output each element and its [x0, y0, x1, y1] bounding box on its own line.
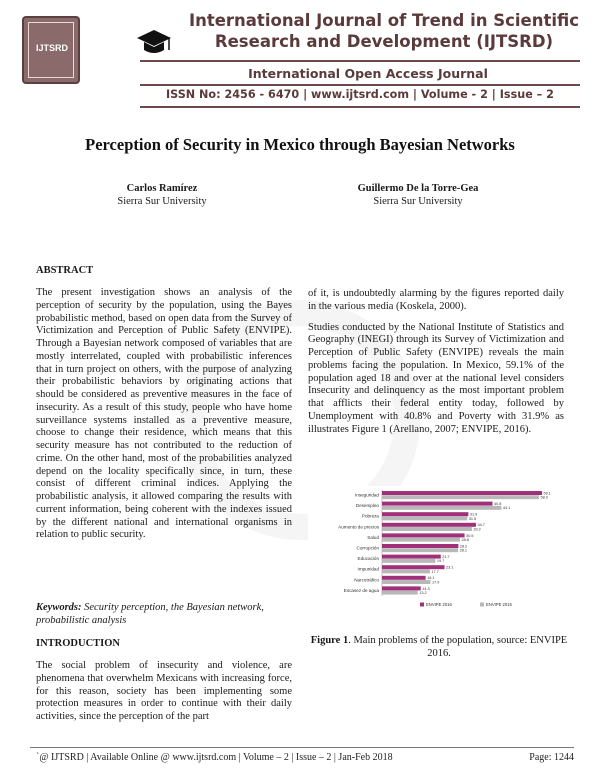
keywords-label: Keywords: — [36, 602, 82, 613]
bar-2016 — [382, 576, 426, 580]
legend-swatch — [480, 603, 484, 607]
data-label: 28.2 — [459, 544, 468, 549]
bar-2016 — [382, 586, 421, 590]
bar-2015 — [382, 495, 539, 499]
bar-2016 — [382, 565, 445, 569]
data-label: 58.0 — [540, 495, 548, 500]
data-label: 40.8 — [493, 502, 502, 506]
legend-label: ENVIPE 2015 — [486, 602, 512, 607]
paper-title: Perception of Security in Mexico through Bayesian Networks — [85, 135, 515, 154]
journal-title: International Journal of Trend in Scientific Research and Development (IJTSRD) — [188, 11, 580, 51]
footer-rule — [30, 747, 574, 748]
data-label: 30.5 — [466, 533, 474, 538]
author-affiliation: Sierra Sur University — [117, 196, 207, 207]
keywords-text: Security perception, the Bayesian network, probabilistic analysis — [36, 602, 264, 626]
figure-caption — [306, 634, 572, 660]
data-label: 17.9 — [431, 580, 440, 585]
data-label: 21.7 — [442, 555, 450, 559]
introduction-heading: INTRODUCTION — [36, 638, 121, 649]
figure-caption-text: . Main problems of the population, source: ENVIPE 2016. — [348, 635, 568, 659]
data-label: 14.3 — [422, 586, 430, 591]
logo-frame — [28, 22, 74, 78]
bar-2016 — [382, 491, 542, 495]
abstract-heading: ABSTRACT — [36, 265, 94, 276]
bar-2015 — [382, 559, 435, 563]
data-label: 28.8 — [461, 538, 469, 542]
bar-2015 — [382, 527, 472, 531]
bar-2015 — [382, 580, 430, 584]
category-label: Impunidad — [357, 566, 379, 572]
journal-header — [0, 0, 600, 112]
data-label: 28.1 — [459, 548, 467, 553]
header-rule-top — [140, 60, 580, 62]
journal-logo — [22, 16, 80, 84]
author-name: Guillermo De la Torre-Gea — [357, 183, 479, 194]
category-label: Salud — [367, 534, 379, 540]
data-label: 31.9 — [469, 512, 478, 517]
bar-chart — [308, 486, 570, 622]
data-label: 19.7 — [436, 559, 445, 564]
author-block-1 — [62, 182, 262, 208]
bar-2016 — [382, 544, 458, 548]
bar-2015 — [382, 591, 418, 595]
bar-2015 — [382, 516, 467, 520]
journal-subtitle: International Open Access Journal — [248, 66, 488, 81]
category-label: Desempleo — [355, 503, 379, 509]
data-label: 34.7 — [477, 523, 485, 528]
data-label: 31.5 — [468, 516, 477, 521]
data-label: 33.2 — [473, 527, 481, 532]
keywords — [36, 602, 292, 628]
bar-2015 — [382, 548, 458, 552]
introduction-paragraph: The social problem of insecurity and violence, are phenomena that overwhelm Mexicans with increasing force, for this reason, society has been implementing some protection measures in order to continue with their daily activities, since the perception of the part — [36, 660, 292, 722]
figure-label: Figure 1 — [310, 635, 349, 646]
category-label: Escasez de agua — [343, 587, 379, 593]
abstract-text — [36, 287, 292, 550]
data-label: 59.1 — [543, 491, 551, 496]
header-rule-middle — [140, 84, 580, 86]
bar-2016 — [382, 512, 468, 516]
right-column-text — [308, 288, 564, 444]
author-affiliation: Sierra Sur University — [373, 196, 463, 207]
legend-label: ENVIPE 2016 — [426, 602, 452, 607]
data-label: 44.1 — [502, 506, 511, 511]
category-label: Narcotráfico — [354, 577, 379, 583]
category-label: Corrupción — [356, 545, 379, 551]
category-label: Inseguridad — [354, 492, 379, 498]
bar-2016 — [382, 555, 441, 559]
introduction-text — [36, 660, 292, 732]
header-rule-bottom — [140, 106, 580, 108]
logo-text: IJTSRD — [35, 43, 68, 53]
legend-swatch — [420, 603, 424, 607]
author-name: Carlos Ramírez — [126, 183, 198, 194]
data-label: 23.1 — [446, 565, 454, 570]
abstract-paragraph: The present investigation shows an analysis of the perception of security by the population, using the Bayes probabilistic method, based on open data from the Survey of Victimization and Perception of Public Safety (ENVIPE). Through a Bayesian network composed of variables that are mostly interrelated, coupled with probabilistic inferences that in turn project on others, with the purpose of analyzing their probabilistic behaviors by originating actions that should be considered as preventive measures in the face of insecurity. As a result of this study, people who have home surveillance systems installed as a preventive measure, choose to change their residence, which means that this security measure has not contributed to the reduction of crime. On the other hand, most of the probabilities analyzed depend on the locality specifically since, in turn, these consist of different criminal indices. Applying the probabilistic analysis, it allowed comparing the results with current information, being coherent with the indexes issued by the different national and international organisms in relation to public security. — [36, 287, 292, 541]
bar-2016 — [382, 533, 465, 537]
data-label: 13.2 — [419, 591, 427, 595]
data-label: 16.1 — [427, 576, 435, 581]
data-label: 17.7 — [431, 569, 439, 574]
category-label: Pobreza — [361, 513, 379, 519]
category-label: Educación — [357, 556, 379, 562]
bar-2016 — [382, 523, 476, 527]
bar-2015 — [382, 569, 430, 573]
bar-2016 — [382, 502, 492, 506]
category-label: Aumento de precios — [338, 524, 379, 530]
footer-left: `@ IJTSRD | Available Online @ www.ijtsrd.com | Volume – 2 | Issue – 2 | Jan-Feb 2018 — [36, 752, 393, 763]
author-block-2 — [318, 182, 518, 208]
bar-2015 — [382, 506, 501, 510]
figure-1-chart — [308, 486, 570, 622]
issn-line: ISSN No: 2456 - 6470 | www.ijtsrd.com | Volume - 2 | Issue – 2 — [166, 88, 554, 101]
page-number: Page: 1244 — [529, 752, 574, 763]
right-paragraph-1: of it, is undoubtedly alarming by the figures reported daily in the various media (Koskela, 2000). — [308, 288, 564, 312]
graduation-cap-icon — [136, 28, 172, 56]
right-paragraph-2: Studies conducted by the National Institute of Statistics and Geography (INEGI) through its Survey of Victimization and Perception of Public Safety (ENVIPE) reveals the main problems facing the population. In Mexico, 59.1% of the population aged 18 and over at the national level considers Insecurity and delinquency as the most important problem that afflicts their federal entity today, followed by Unemployment with 40.8% and Poverty with 31.9% as illustrates Figure 1 (Arellano, 2007; ENVIPE, 2016). — [308, 321, 564, 435]
bar-2015 — [382, 538, 460, 542]
